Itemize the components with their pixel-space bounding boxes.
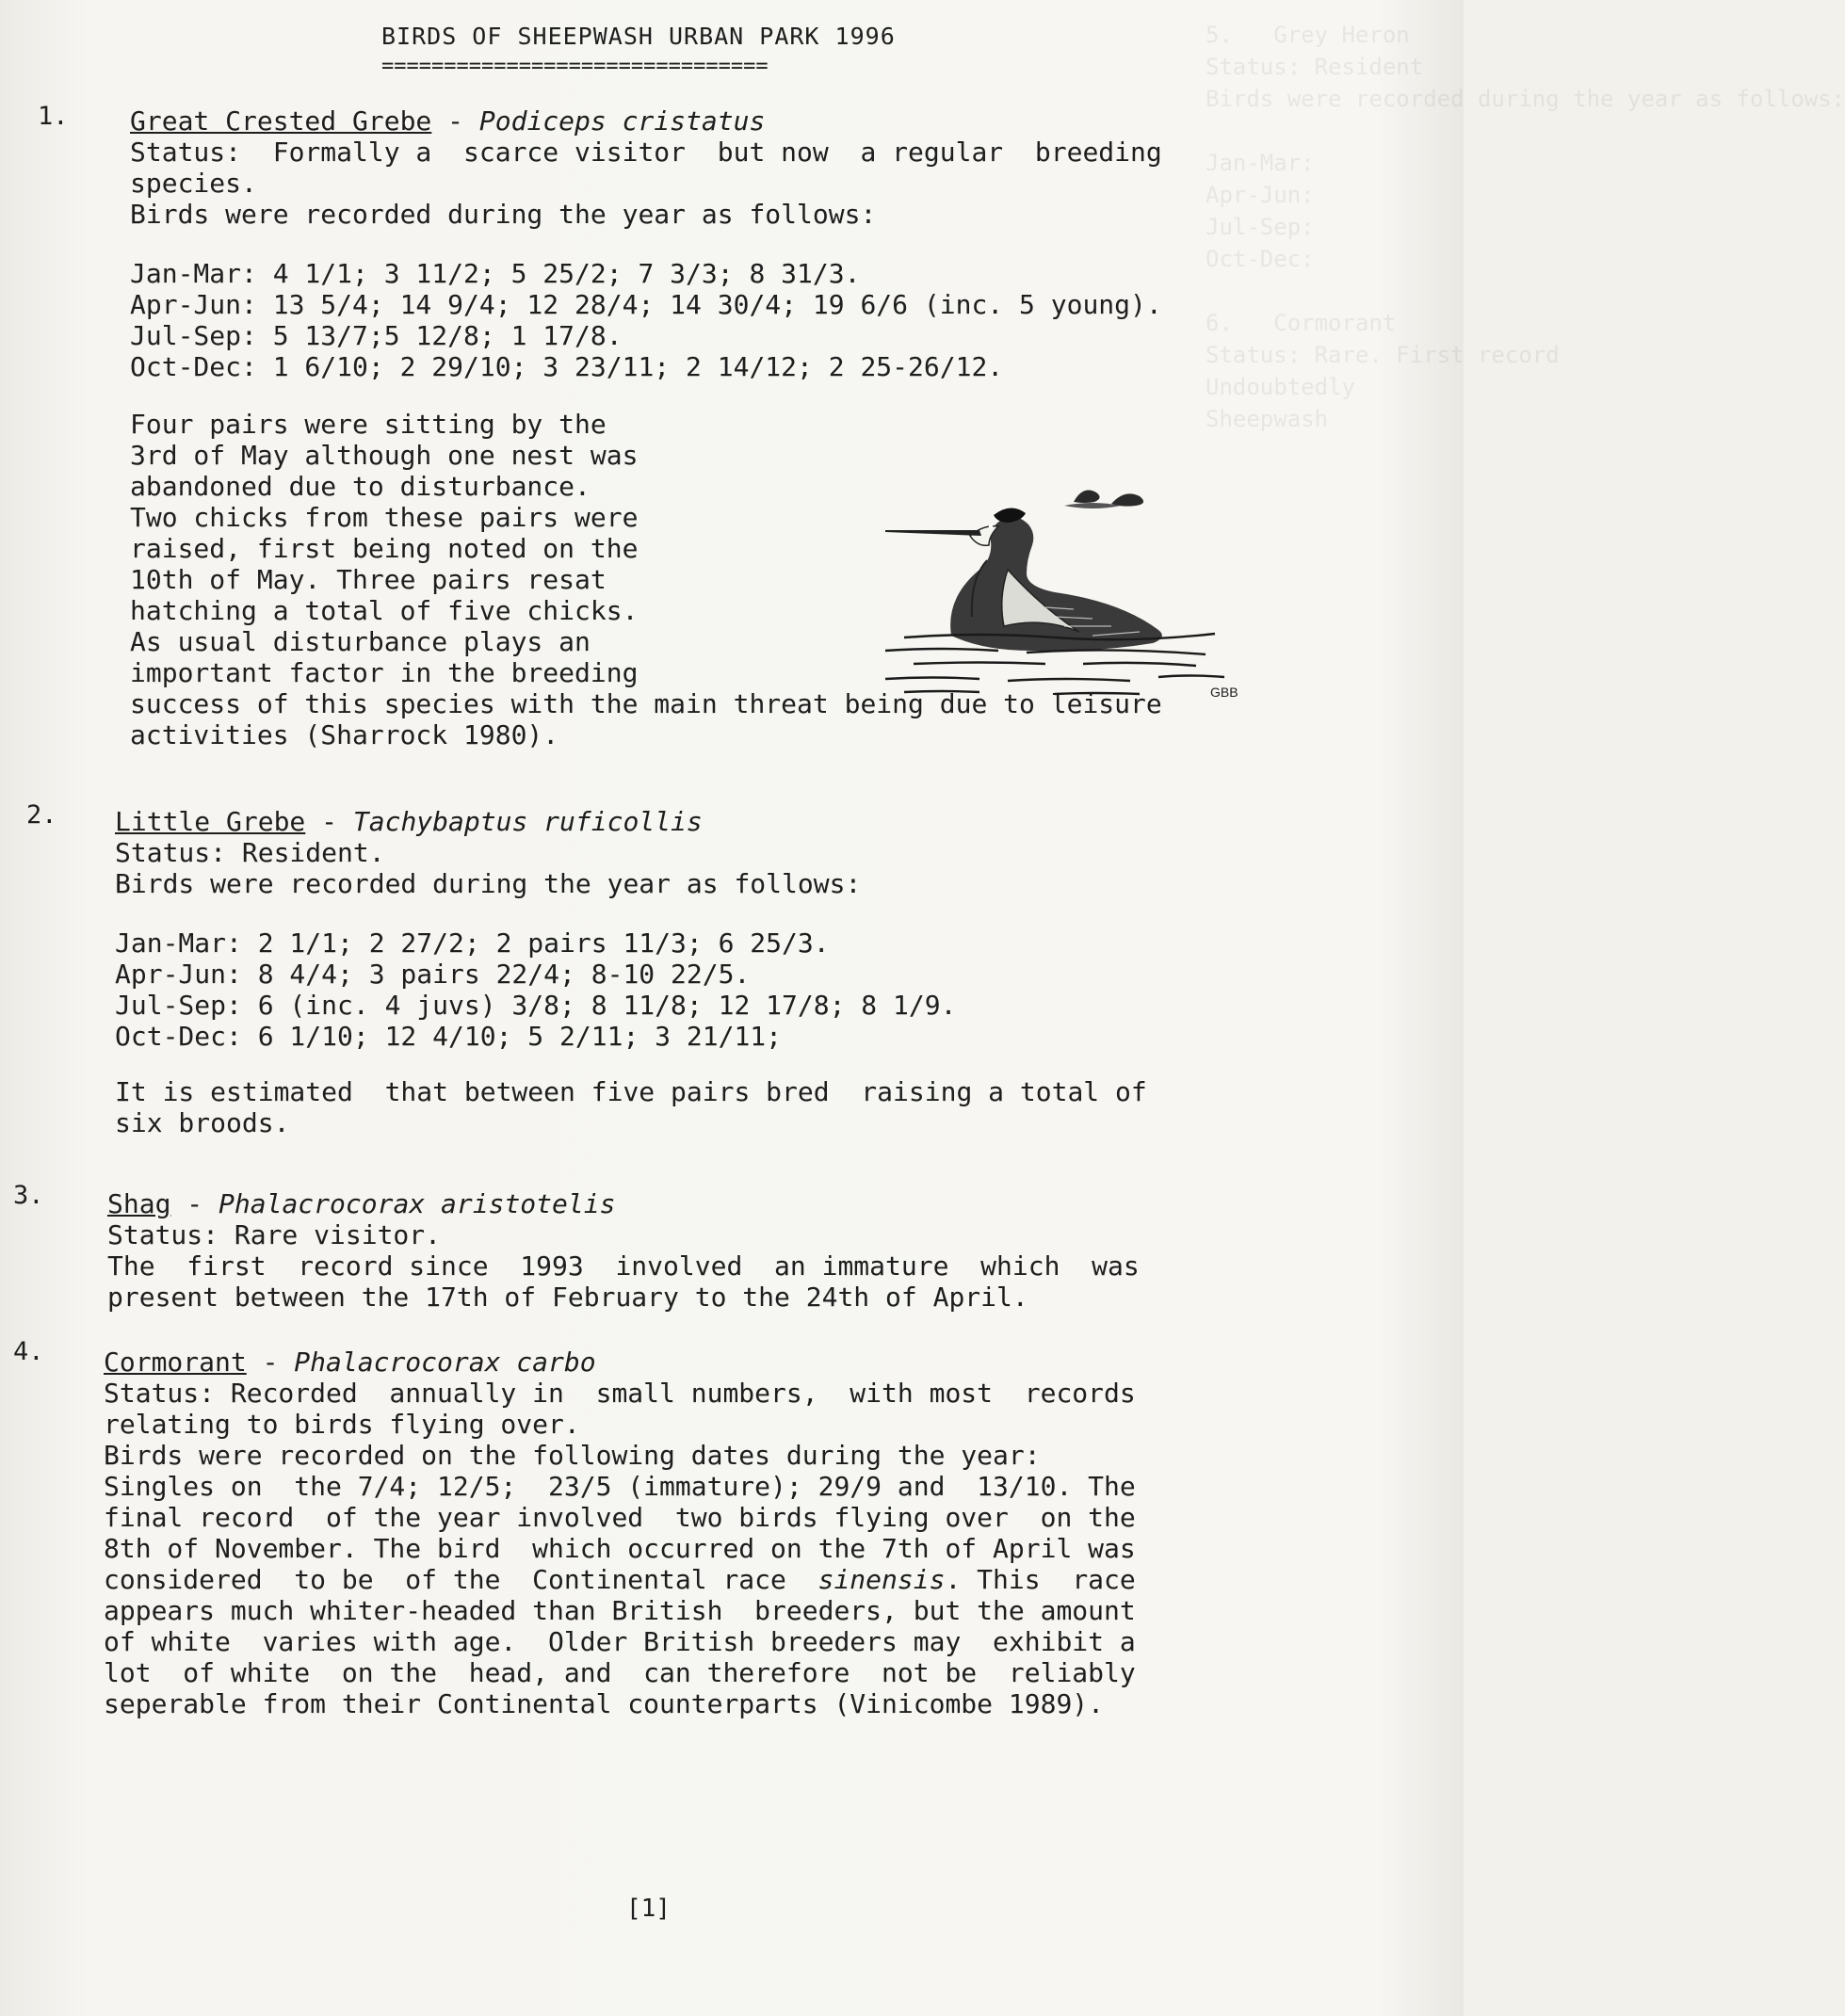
body-text: seperable from their Continental counterparts (Vinicombe 1989). [104,1688,1105,1719]
species-entry [107,1188,1351,1313]
record-row: Oct-Dec: 6 1/10; 12 4/10; 5 2/11; 3 21/11; [115,1021,783,1052]
body-text: success of this species with the main threat being due to leisure [130,688,1162,719]
grebe-illustration [866,457,1309,702]
common-name: Great Crested Grebe [130,105,432,137]
body-text: As usual disturbance plays an [130,626,591,657]
status-line-continued: species. [130,168,257,199]
body-text: present between the 17th of February to the 24th of April. [107,1282,1028,1313]
body-text: Singles on the 7/4; 12/5; 23/5 (immature); 29/9 and 13/10. The [104,1471,1136,1502]
record-row: Oct-Dec: 1 6/10; 2 29/10; 3 23/11; 2 14/12; 2 25-26/12. [130,351,1004,382]
status-line: Status: Formally a scarce visitor but now a regular breeding [130,137,1162,168]
body-text: of white varies with age. Older British breeders may exhibit a [104,1626,1136,1657]
body-text: final record of the year involved two birds flying over on the [104,1502,1136,1533]
body-text: abandoned due to disturbance. [130,471,591,502]
body-text: Four pairs were sitting by the [130,409,607,440]
body-text: lot of white on the head, and can therefore not be reliably [104,1657,1136,1688]
distant-grebes [1064,491,1143,508]
latin-name: Phalacrocorax aristotelis [218,1188,616,1219]
species-heading: Shag - Phalacrocorax aristotelis [107,1188,616,1219]
illustration-credit: GBB [1210,685,1238,700]
page-number: [1] [626,1895,671,1923]
record-row: Jul-Sep: 6 (inc. 4 juvs) 3/8; 8 11/8; 12 17/8; 8 1/9. [115,990,957,1021]
status-line: Status: Rare visitor. [107,1219,442,1250]
species-entry [104,1347,1347,1719]
species-heading: Cormorant - Phalacrocorax carbo [104,1347,596,1378]
body-text: important factor in the breeding [130,657,639,688]
bleed-through-text: 5. Grey Heron Status: Resident Birds were recorded during the year as follows: Jan-Mar: Apr-Jun: Jul-Sep: Oct-Dec: 6. Cormorant Status: Rare. First record Undoubtedly Sheepwash [1206,22,1845,432]
latin-name: Tachybaptus ruficollis [352,806,703,837]
latin-name: Podiceps cristatus [478,105,766,137]
body-text: appears much whiter-headed than British breeders, but the amount [104,1595,1136,1626]
body-text: 8th of November. The bird which occurred on the 7th of April was [104,1533,1136,1564]
body-text: 10th of May. Three pairs resat [130,564,607,595]
common-name: Cormorant [104,1347,247,1378]
status-line-continued: relating to birds flying over. [104,1409,580,1440]
body-text: The first record since 1993 involved an immature which was [107,1250,1140,1282]
body-text: considered to be of the Continental race sinensis. This race [104,1564,1136,1595]
status-line: Status: Recorded annually in small numbers, with most records [104,1378,1136,1409]
race-name: sinensis [817,1564,946,1595]
records-intro: Birds were recorded during the year as follows: [115,868,862,899]
entry-number: 4. [13,1337,44,1366]
title-underline: =============================== [381,55,769,78]
body-text: It is estimated that between five pairs bred raising a total of [115,1076,1147,1107]
grebe-drawing [885,508,1162,651]
latin-name: Phalacrocorax carbo [294,1347,596,1378]
species-heading: Great Crested Grebe - Podiceps cristatus [130,105,766,137]
status-line: Status: Resident. [115,837,385,868]
record-row: Jan-Mar: 2 1/1; 2 27/2; 2 pairs 11/3; 6 25/3. [115,927,830,959]
body-text: raised, first being noted on the [130,533,639,564]
record-row: Jan-Mar: 4 1/1; 3 11/2; 5 25/2; 7 3/3; 8 31/3. [130,258,861,289]
entry-number: 1. [38,102,69,131]
page-title: BIRDS OF SHEEPWASH URBAN PARK 1996 [381,23,896,50]
body-text: activities (Sharrock 1980). [130,719,559,750]
record-row: Jul-Sep: 5 13/7;5 12/8; 1 17/8. [130,320,623,351]
body-text: Two chicks from these pairs were [130,502,639,533]
body-text: hatching a total of five chicks. [130,595,639,626]
species-heading: Little Grebe - Tachybaptus ruficollis [115,806,703,837]
record-row: Apr-Jun: 8 4/4; 3 pairs 22/4; 8-10 22/5. [115,959,751,990]
common-name: Little Grebe [115,806,306,837]
body-text: six broods. [115,1107,290,1138]
body-text: Birds were recorded on the following dates during the year: [104,1440,1041,1471]
records-intro: Birds were recorded during the year as follows: [130,199,877,230]
entry-number: 3. [13,1181,44,1210]
common-name: Shag [107,1188,171,1219]
entry-number: 2. [26,800,57,830]
record-row: Apr-Jun: 13 5/4; 14 9/4; 12 28/4; 14 30/4; 19 6/6 (inc. 5 young). [130,289,1162,320]
species-entry [115,806,1358,1138]
body-text: 3rd of May although one nest was [130,440,639,471]
